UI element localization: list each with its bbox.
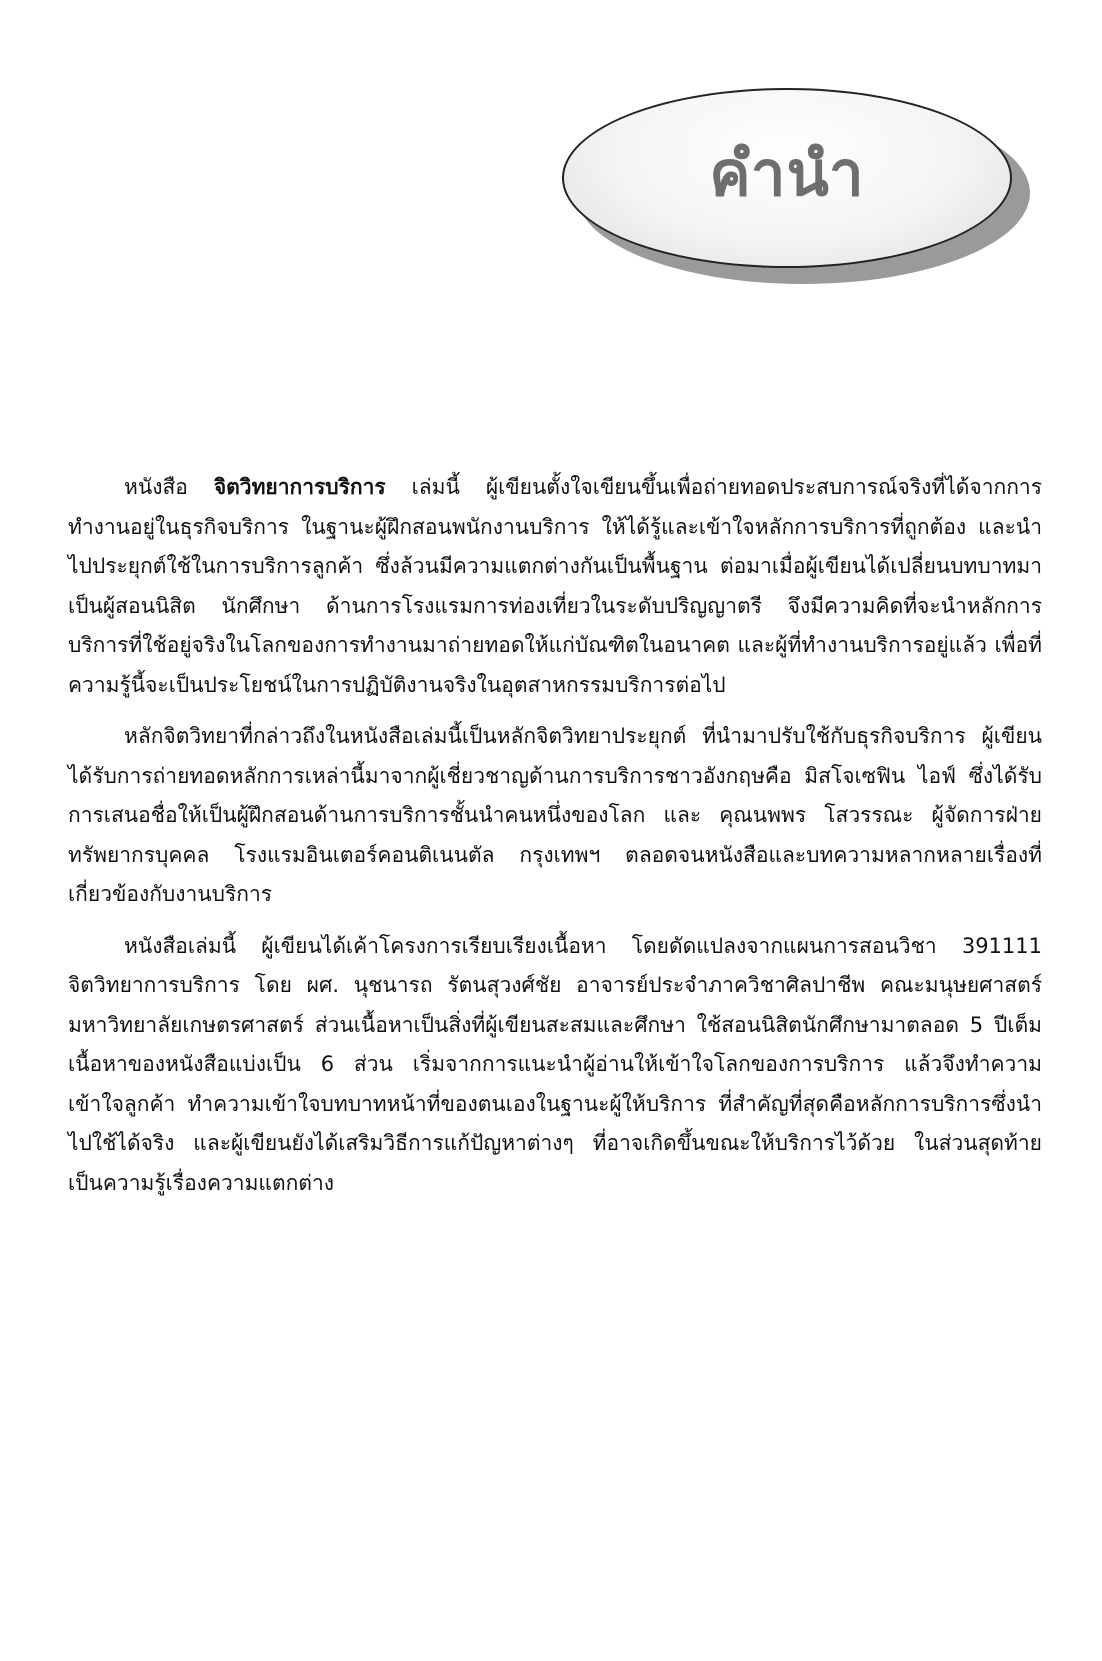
paragraph-1 <box>68 468 1042 705</box>
title-badge <box>562 88 1030 284</box>
paragraph-1-rest: เล่มนี้ ผู้เขียนตั้งใจเขียนขึ้นเพื่อถ่ายทอดประสบการณ์จริงที่ได้จากการทำงานอยู่ในธุรกิจบริการ ในฐานะผู้ฝึกสอนพนักงานบริการ ให้ได้รู้และเข้าใจหลักการบริการที่ถูกต้อง และนำไปประยุกต์ใช้ในการบริการลูกค้า ซึ่งล้วนมีความแตกต่างกันเป็นพื้นฐาน ต่อมาเมื่อผู้เขียนได้เปลี่ยนบทบาทมาเป็นผู้สอนนิสิต นักศึกษา ด้านการโรงแรมการท่องเที่ยวในระดับปริญญาตรี จึงมีความคิดที่จะนำหลักการบริการที่ใช้อยู่จริงในโลกของการทำงานมาถ่ายทอดให้แก่บัณฑิตในอนาคต และผู้ที่ทำงานบริการอยู่แล้ว เพื่อที่ความรู้นี้จะเป็นประโยชน์ในการปฏิบัติงานจริงในอุตสาหกรรมบริการต่อไป <box>68 475 1042 697</box>
paragraph-3: หนังสือเล่มนี้ ผู้เขียนได้เค้าโครงการเรียบเรียงเนื้อหา โดยดัดแปลงจากแผนการสอนวิชา 391111 จิตวิทยาการบริการ โดย ผศ. นุชนารถ รัตนสุวงศ์ชัย อาจารย์ประจำภาควิชาศิลปาชีพ คณะมนุษยศาสตร์ มหาวิทยาลัยเกษตรศาสตร์ ส่วนเนื้อหาเป็นสิ่งที่ผู้เขียนสะสมและศึกษา ใช้สอนนิสิตนักศึกษามาตลอด 5 ปีเต็ม เนื้อหาของหนังสือแบ่งเป็น 6 ส่วน เริ่มจากการแนะนำผู้อ่านให้เข้าใจโลกของการบริการ แล้วจึงทำความเข้าใจลูกค้า ทำความเข้าใจบทบาทหน้าที่ของตนเองในฐานะผู้ให้บริการ ที่สำคัญที่สุดคือหลักการบริการซึ่งนำไปใช้ได้จริง และผู้เขียนยังได้เสริมวิธีการแก้ปัญหาต่างๆ ที่อาจเกิดขึ้นขณะให้บริการไว้ด้วย ในส่วนสุดท้าย เป็นความรู้เรื่องความแตกต่าง <box>68 933 1042 1195</box>
body-text <box>68 468 1042 1215</box>
page-title: คำนำ <box>709 137 865 210</box>
title-oval <box>562 88 1012 268</box>
book-title: จิตวิทยาการบริการ <box>213 475 386 499</box>
paragraph-2: หลักจิตวิทยาที่กล่าวถึงในหนังสือเล่มนี้เป็นหลักจิตวิทยาประยุกต์ ที่นำมาปรับใช้กับธุรกิจบริการ ผู้เขียนได้รับการถ่ายทอดหลักการเหล่านี้มาจากผู้เชี่ยวชาญด้านการบริการชาวอังกฤษคือ มิสโจเซฟิน ไอฟ์ ซึ่งได้รับการเสนอชื่อให้เป็นผู้ฝึกสอนด้านการบริการชั้นนำคนหนึ่งของโลก และ คุณนพพร โสวรรณะ ผู้จัดการฝ่ายทรัพยากรบุคคล โรงแรมอินเตอร์คอนติเนนตัล กรุงเทพฯ ตลอดจนหนังสือและบทความหลากหลายเรื่องที่เกี่ยวข้องกับงานบริการ <box>68 724 1042 906</box>
paragraph-1-lead: หนังสือ <box>124 475 214 499</box>
